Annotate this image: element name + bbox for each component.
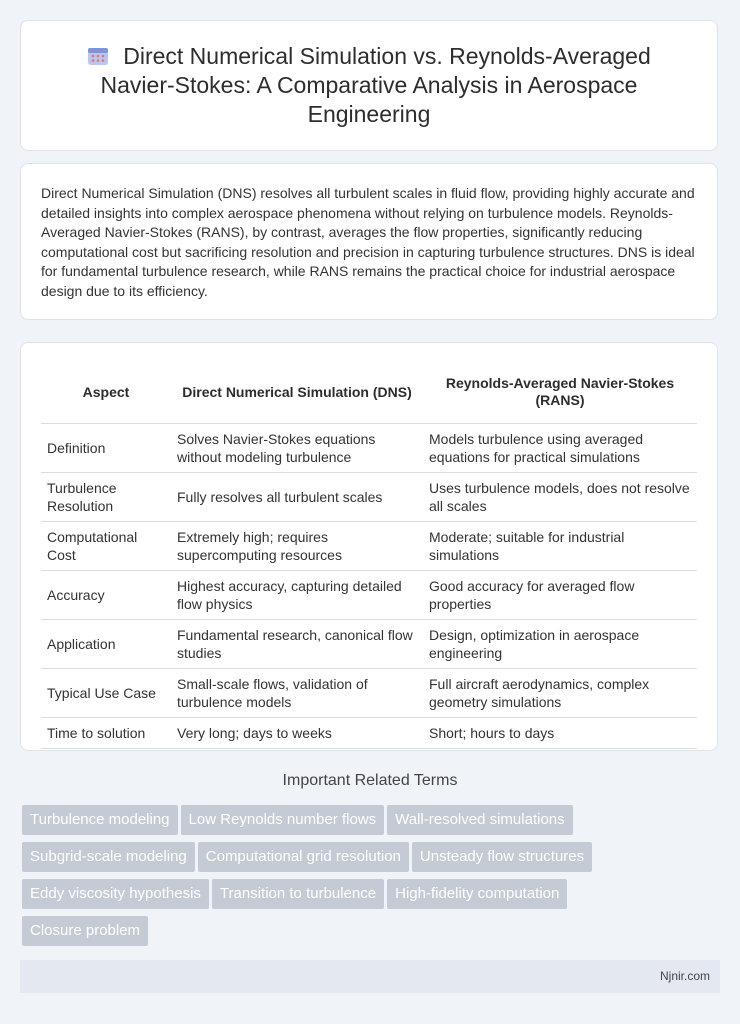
footer [20, 960, 720, 993]
cell-aspect: Typical Use Case [41, 669, 171, 718]
related-terms-title: Important Related Terms [282, 772, 458, 789]
table-row [41, 522, 697, 571]
cell-aspect: Application [41, 620, 171, 669]
cell-rans: Moderate; suitable for industrial simulations [423, 522, 697, 571]
cell-dns: Extremely high; requires supercomputing resources [171, 522, 423, 571]
page-title [61, 42, 677, 129]
related-term-tag[interactable]: Transition to turbulence [212, 879, 384, 909]
related-term-tag[interactable]: Wall-resolved simulations [387, 805, 573, 835]
page-title-text: Direct Numerical Simulation vs. Reynolds-Averaged Navier-Stokes: A Comparative Analysis in Aerospace Engineering [100, 43, 651, 127]
table-header-row [41, 361, 697, 424]
cell-aspect: Definition [41, 424, 171, 473]
cell-dns: Highest accuracy, capturing detailed flow physics [171, 571, 423, 620]
comparison-table [41, 361, 697, 749]
footer-site-link[interactable]: Njnir.com [659, 969, 710, 983]
cell-dns: Small-scale flows, validation of turbulence models [171, 669, 423, 718]
cell-rans: Short; hours to days [423, 718, 697, 749]
related-term-tag[interactable]: Closure problem [22, 916, 148, 946]
header-rans: Reynolds-Averaged Navier-Stokes (RANS) [423, 361, 697, 424]
cell-aspect: Computational Cost [41, 522, 171, 571]
title-card [20, 20, 718, 151]
cell-aspect: Turbulence Resolution [41, 473, 171, 522]
related-term-tag[interactable]: High-fidelity computation [387, 879, 567, 909]
header-aspect: Aspect [41, 361, 171, 424]
cell-dns: Fundamental research, canonical flow studies [171, 620, 423, 669]
cell-aspect: Time to solution [41, 718, 171, 749]
related-term-tag[interactable]: Unsteady flow structures [412, 842, 592, 872]
cell-dns: Solves Navier-Stokes equations without modeling turbulence [171, 424, 423, 473]
table-row [41, 669, 697, 718]
related-term-tag[interactable]: Eddy viscosity hypothesis [22, 879, 209, 909]
cell-rans: Uses turbulence models, does not resolve all scales [423, 473, 697, 522]
summary-text: Direct Numerical Simulation (DNS) resolves all turbulent scales in fluid flow, providing highly accurate and detailed insights into complex aerospace phenomena without relying on turbulence models. Reynolds-Averaged Navier-Stokes (RANS), by contrast, averages the flow properties, significantly reducing computational cost but sacrificing resolution and precision in capturing turbulence structures. DNS is ideal for fundamental turbulence research, while RANS remains the practical choice for industrial aerospace design due to its efficiency. [41, 185, 695, 299]
cell-rans: Full aircraft aerodynamics, complex geometry simulations [423, 669, 697, 718]
related-term-tag[interactable]: Turbulence modeling [22, 805, 178, 835]
cell-dns: Very long; days to weeks [171, 718, 423, 749]
cell-aspect: Accuracy [41, 571, 171, 620]
calendar-icon [87, 46, 109, 66]
cell-dns: Fully resolves all turbulent scales [171, 473, 423, 522]
table-row [41, 718, 697, 749]
related-terms-list [22, 805, 722, 953]
table-row [41, 473, 697, 522]
related-term-tag[interactable]: Subgrid-scale modeling [22, 842, 195, 872]
table-row [41, 620, 697, 669]
related-term-tag[interactable]: Low Reynolds number flows [181, 805, 385, 835]
cell-rans: Good accuracy for averaged flow properties [423, 571, 697, 620]
table-row [41, 424, 697, 473]
header-dns: Direct Numerical Simulation (DNS) [171, 361, 423, 424]
cell-rans: Models turbulence using averaged equations for practical simulations [423, 424, 697, 473]
summary-card [20, 163, 718, 320]
table-row [41, 571, 697, 620]
cell-rans: Design, optimization in aerospace engineering [423, 620, 697, 669]
comparison-table-card [20, 342, 718, 751]
related-term-tag[interactable]: Computational grid resolution [198, 842, 409, 872]
